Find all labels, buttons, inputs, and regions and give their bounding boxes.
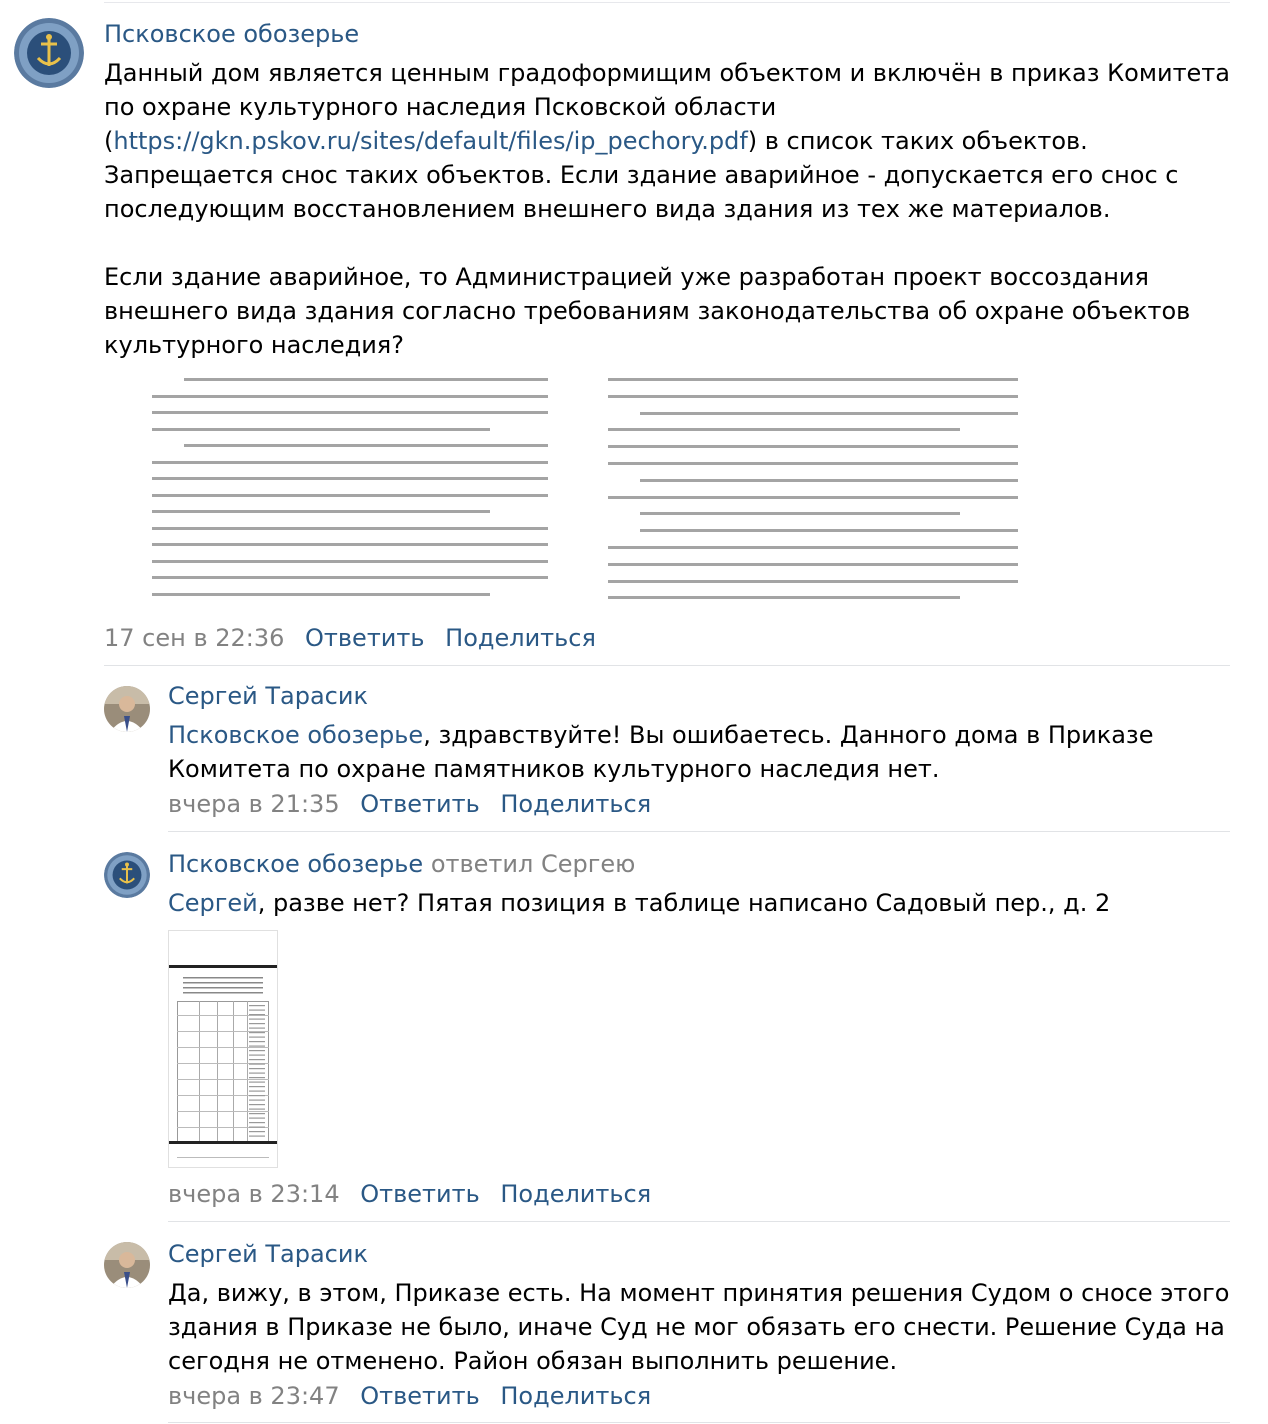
comment-date[interactable]: 17 сен в 22:36 [104, 624, 285, 652]
scanned-text-line [608, 445, 1018, 448]
link-suffix: ) в список таких объектов. [747, 127, 1088, 155]
anchor-emblem-icon [14, 18, 84, 88]
comment-author [168, 850, 635, 878]
attached-table-image[interactable] [168, 930, 278, 1168]
scanned-text-line [152, 543, 548, 546]
comment-text [168, 1276, 1248, 1378]
text-line: по охране культурного наследия Псковской области [104, 93, 777, 121]
share-button[interactable]: Поделиться [500, 1180, 652, 1208]
text-line: внешнего вида здания согласно требованиям законодательства об охране объектов [104, 297, 1191, 325]
scanned-text-line [608, 596, 960, 599]
user-avatar[interactable] [104, 686, 150, 732]
scanned-text-line [184, 444, 548, 447]
share-button[interactable]: Поделиться [445, 624, 596, 652]
text-line: сегодня не отменено. Район обязан выполнить решение. [168, 1347, 898, 1375]
comment-date[interactable]: вчера в 23:14 [168, 1180, 340, 1208]
scanned-text-line [152, 411, 548, 414]
scanned-text-line [640, 412, 1018, 415]
scanned-text-line [152, 395, 548, 398]
text-line: здания в Приказе не было, иначе Суд не мог обязать его снести. Решение Суда на [168, 1313, 1225, 1341]
comment-date[interactable]: вчера в 21:35 [168, 790, 340, 818]
divider [168, 1422, 1230, 1423]
mention-link[interactable]: Псковское обозерье [168, 721, 424, 749]
share-button[interactable]: Поделиться [500, 790, 652, 818]
comment-author[interactable]: Сергей Тарасик [168, 1240, 368, 1268]
scanned-text-line [608, 378, 1018, 381]
scanned-text-line [152, 477, 548, 480]
text-line: Да, вижу, в этом, Приказе есть. На момент принятия решения Судом о сносе этого [168, 1279, 1230, 1307]
scanned-text-line [152, 593, 490, 596]
scanned-text-line [152, 527, 548, 530]
scanned-text-line [152, 560, 548, 563]
pdf-link[interactable]: https://gkn.pskov.ru/sites/default/files/ip_pechory.pdf [113, 127, 748, 155]
divider [168, 831, 1230, 832]
reply-button[interactable]: Ответить [360, 1382, 480, 1410]
text-rest: , здравствуйте! Вы ошибаетесь. Данного дома в Приказе [423, 721, 1154, 749]
attached-document-image-left[interactable] [150, 370, 550, 604]
group-avatar[interactable] [104, 852, 150, 898]
text-line [104, 124, 1234, 158]
comment-meta [168, 1382, 651, 1410]
paren: ( [104, 127, 114, 155]
comment-meta [168, 1180, 651, 1208]
comment-date[interactable]: вчера в 23:47 [168, 1382, 340, 1410]
reply-button[interactable]: Ответить [360, 1180, 480, 1208]
scanned-text-line [608, 428, 960, 431]
text-line [168, 718, 1238, 752]
comment-author[interactable]: Псковское обозерье [104, 20, 360, 48]
author-name[interactable]: Псковское обозерье [168, 850, 424, 878]
scanned-text-line [608, 580, 1018, 583]
user-photo-icon [104, 686, 150, 732]
divider [168, 1221, 1230, 1222]
share-button[interactable]: Поделиться [500, 1382, 652, 1410]
text-line: последующим восстановлением внешнего вида здания из тех же материалов. [104, 195, 1111, 223]
scanned-text-line [640, 512, 960, 515]
divider [104, 665, 1230, 666]
text-line: Данный дом является ценным градоформищим объектом и включён в приказ Комитета [104, 59, 1230, 87]
anchor-emblem-icon [104, 852, 150, 898]
mention-link[interactable]: Сергей [168, 889, 258, 917]
group-avatar[interactable] [14, 18, 84, 88]
scanned-text-line [608, 395, 1018, 398]
scanned-text-line [608, 496, 1018, 499]
text-line [168, 886, 1238, 920]
text-rest: , разве нет? Пятая позиция в таблице написано Садовый пер., д. 2 [257, 889, 1111, 917]
comment-text [168, 718, 1238, 786]
scanned-text-line [152, 428, 490, 431]
top-divider [104, 2, 1230, 3]
scanned-text-line [640, 529, 1018, 532]
table-scan-icon [169, 931, 277, 1167]
scanned-text-line [608, 546, 1018, 549]
comment-meta [104, 624, 596, 652]
text-line: Запрещается снос таких объектов. Если здание аварийное - допускается его снос с [104, 161, 1179, 189]
scanned-text-line [608, 563, 1018, 566]
comment-author[interactable]: Сергей Тарасик [168, 682, 368, 710]
scanned-text-line [184, 378, 548, 381]
reply-button[interactable]: Ответить [305, 624, 425, 652]
comment-meta [168, 790, 651, 818]
scanned-text-line [640, 479, 1018, 482]
reply-to-label[interactable]: ответил Сергею [430, 850, 636, 878]
user-avatar[interactable] [104, 1242, 150, 1288]
user-photo-icon [104, 1242, 150, 1288]
comment-text [104, 56, 1234, 362]
scanned-text-line [152, 510, 490, 513]
text-line: культурного наследия? [104, 331, 404, 359]
comment-text [168, 886, 1238, 920]
reply-button[interactable]: Ответить [360, 790, 480, 818]
scanned-text-line [152, 461, 548, 464]
attached-document-image-right[interactable] [606, 370, 1020, 610]
text-line: Комитета по охране памятников культурного наследия нет. [168, 755, 940, 783]
text-line: Если здание аварийное, то Администрацией уже разработан проект воссоздания [104, 263, 1149, 291]
scanned-text-line [152, 576, 548, 579]
scanned-text-line [152, 494, 548, 497]
scanned-text-line [608, 462, 1018, 465]
